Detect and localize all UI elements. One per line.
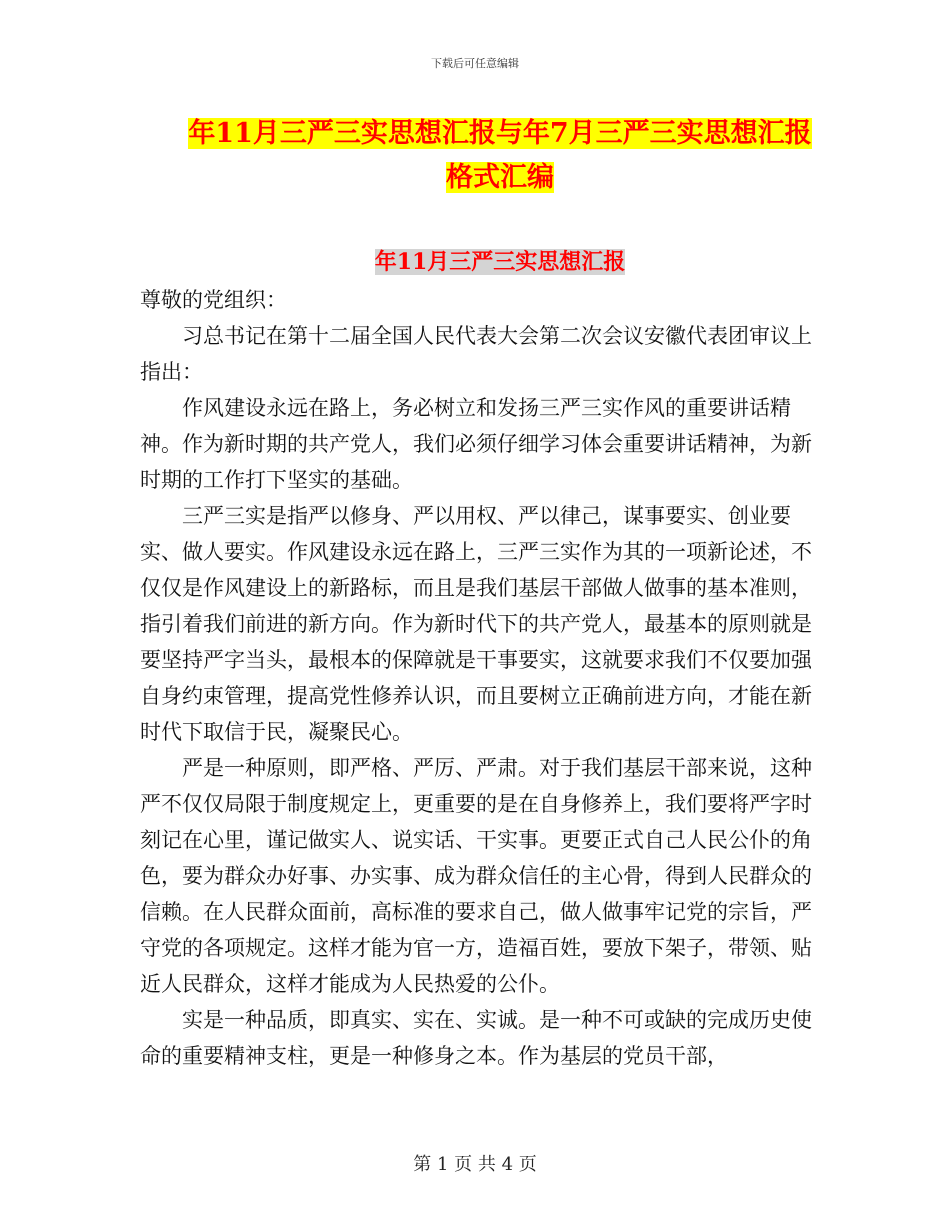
page-footer: 第 1 页 共 4 页 (413, 1154, 537, 1175)
section-title-text: 年11月三严三实思想汇报 (374, 249, 626, 275)
paragraph-3: 三严三实是指严以修身、严以用权、严以律己，谋事要实、创业要实、做人要实。作风建设永远在路上，三严三实作为其的一项新论述，不仅仅是作风建设上的新路标，而且是我们基层干部做人做事的基本准则，指引着我们前进的新方向。作为新时代下的共产党人，最基本的原则就是要坚持严字当头，最根本的保障就是干事要实，这就要求我们不仅要加强自身约束管理，提高党性修养认识，而且要树立正确前进方向，才能在新时代下取信于民，凝聚民心。 (140, 504, 812, 744)
paragraph-4: 严是一种原则，即严格、严厉、严肃。对于我们基层干部来说，这种严不仅仅局限于制度规定上，更重要的是在自身修养上，我们要将严字时刻记在心里，谨记做实人、说实话、干实事。更要正式自己人民公仆的角色，要为群众办好事、办实事、成为群众信任的主心骨，得到人民群众的信赖。在人民群众面前，高标准的要求自己，做人做事牢记党的宗旨，严守党的各项规定。这样才能为官一方，造福百姓，要放下架子，带领、贴近人民群众，这样才能成为人民热爱的公仆。 (140, 756, 812, 996)
document-title-line-1: 年11月三严三实思想汇报与年7月三严三实思想汇报 (188, 118, 812, 149)
header-note: 下载后可任意编辑 (431, 57, 519, 70)
document-title-line-2: 格式汇编 (446, 162, 554, 193)
paragraph-5: 实是一种品质，即真实、实在、实诚。是一种不可或缺的完成历史使命的重要精神支柱，更是一种修身之本。作为基层的党员干部， (140, 1008, 812, 1068)
document-title (140, 112, 860, 200)
document-body (140, 282, 815, 1074)
section-title (140, 246, 860, 278)
paragraph-1: 习总书记在第十二届全国人民代表大会第二次会议安徽代表团审议上指出： (140, 324, 812, 384)
paragraph-2: 作风建设永远在路上，务必树立和发扬三严三实作风的重要讲话精神。作为新时期的共产党人，我们必须仔细学习体会重要讲话精神，为新时期的工作打下坚实的基础。 (140, 396, 812, 492)
salutation: 尊敬的党组织： (140, 288, 287, 312)
